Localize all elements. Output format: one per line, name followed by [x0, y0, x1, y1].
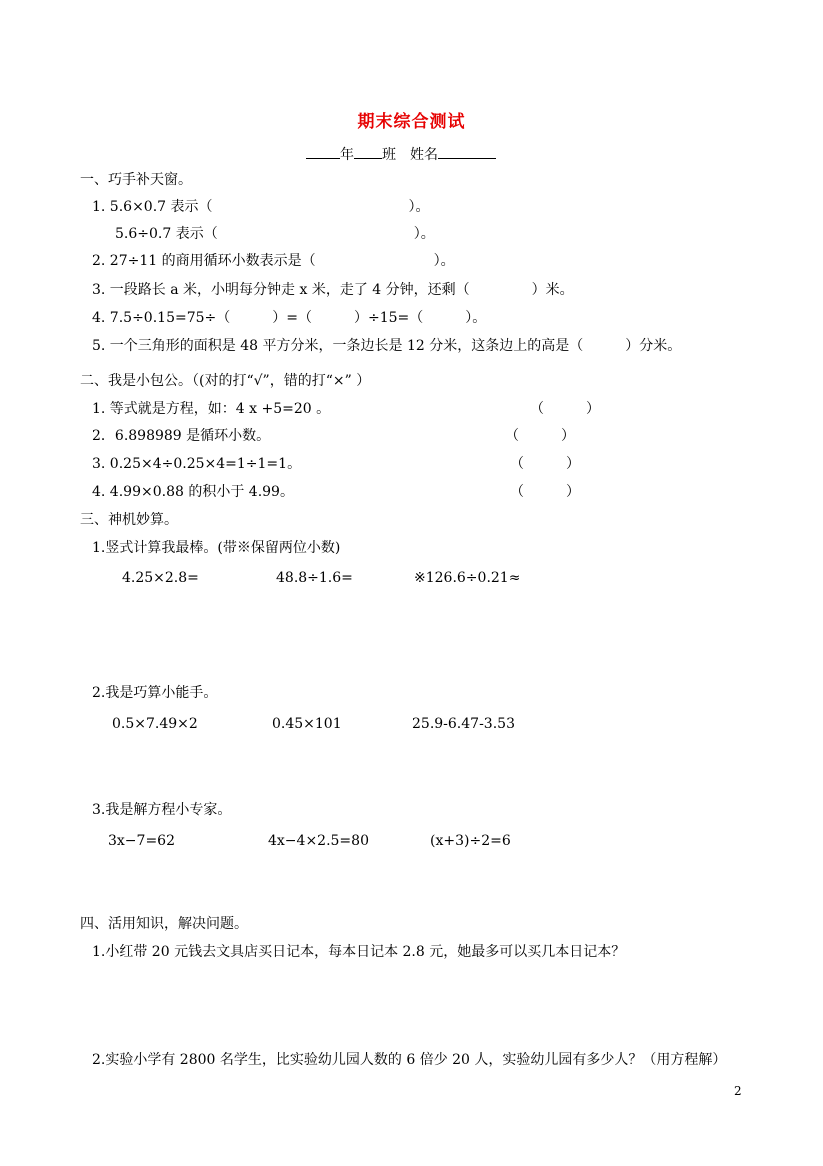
- equation: 4x−4×2.5=80: [268, 833, 369, 849]
- judge-answer-box[interactable]: （ ）: [510, 484, 580, 500]
- part-3-title: 3.我是解方程小专家。: [92, 802, 232, 818]
- year-label: 年: [340, 147, 354, 163]
- part-1-title: 1.竖式计算我最棒。(带※保留两位小数): [92, 540, 341, 556]
- section-2-heading: 二、我是小包公。（(对的打“√”，错的打“×” ）: [80, 373, 371, 389]
- question-1a: [92, 197, 430, 217]
- question-1b-end: ）。: [413, 226, 435, 242]
- calc-expression: 48.8÷1.6=: [276, 570, 353, 586]
- page-number: 2: [734, 1084, 742, 1098]
- equation: (x+3)÷2=6: [430, 833, 511, 849]
- part-2-title: 2.我是巧算小能手。: [92, 685, 218, 701]
- calc-expression: 4.25×2.8=: [122, 570, 199, 586]
- question-5-end: ）分米。: [625, 338, 682, 354]
- question-1b: [115, 224, 435, 244]
- section-1-heading: 一、巧手补天窗。: [80, 172, 192, 188]
- question-3: [92, 280, 574, 300]
- question-5: [92, 336, 681, 356]
- name-label: 姓名: [410, 147, 438, 163]
- class-blank[interactable]: [354, 143, 382, 159]
- judge-answer-box[interactable]: （ ）: [505, 428, 575, 444]
- calc-expression: ※126.6÷0.21≈: [414, 570, 521, 586]
- judge-item-text: 1. 等式就是方程，如：4 x +5=20 。: [92, 401, 331, 417]
- calc-expression: 0.45×101: [272, 716, 342, 732]
- question-1a-end: ）。: [408, 199, 430, 215]
- section-4-heading: 四、活用知识，解决问题。: [80, 916, 248, 932]
- question-3-text: 3. 一段路长 a 米，小明每分钟走 x 米，走了 4 分钟，还剩（: [92, 282, 470, 298]
- judge-answer-box[interactable]: （ ）: [510, 456, 580, 472]
- name-blank[interactable]: [438, 143, 496, 159]
- word-problem-1: 1.小红带 20 元钱去文具店买日记本，每本日记本 2.8 元，她最多可以买几本日记本？: [92, 944, 626, 960]
- judge-item-text: 3. 0.25×4÷0.25×4=1÷1=1。: [92, 456, 302, 472]
- judge-item-text: 4. 4.99×0.88 的积小于 4.99。: [92, 484, 294, 500]
- calc-expression: 0.5×7.49×2: [112, 716, 198, 732]
- question-3-end: ）米。: [531, 282, 574, 298]
- class-label: 班: [382, 147, 396, 163]
- student-info-line: [306, 143, 496, 165]
- question-2-end: ）。: [433, 253, 455, 269]
- question-5-text: 5. 一个三角形的面积是 48 平方分米，一条边长是 12 分米，这条边上的高是（: [92, 338, 584, 354]
- year-blank[interactable]: [306, 143, 340, 159]
- equation: 3x−7=62: [108, 833, 175, 849]
- page-title: 期末综合测试: [357, 112, 466, 132]
- question-1b-text: 5.6÷0.7 表示（: [115, 226, 218, 242]
- calc-expression: 25.9-6.47-3.53: [412, 716, 515, 732]
- section-3-heading: 三、神机妙算。: [80, 512, 178, 528]
- judge-item-text: 2．6.898989 是循环小数。: [92, 428, 271, 444]
- question-1a-text: 1. 5.6×0.7 表示（: [92, 199, 213, 215]
- question-2: [92, 251, 455, 271]
- question-4: 4. 7.5÷0.15=75÷（ ）=（ ）÷15=（ ）。: [92, 310, 487, 326]
- word-problem-2: 2.实验小学有 2800 名学生，比实验幼儿园人数的 6 倍少 20 人，实验幼儿园有多少人？（用方程解）: [92, 1052, 727, 1068]
- question-2-text: 2. 27÷11 的商用循环小数表示是（: [92, 253, 316, 269]
- judge-answer-box[interactable]: （ ）: [530, 401, 600, 417]
